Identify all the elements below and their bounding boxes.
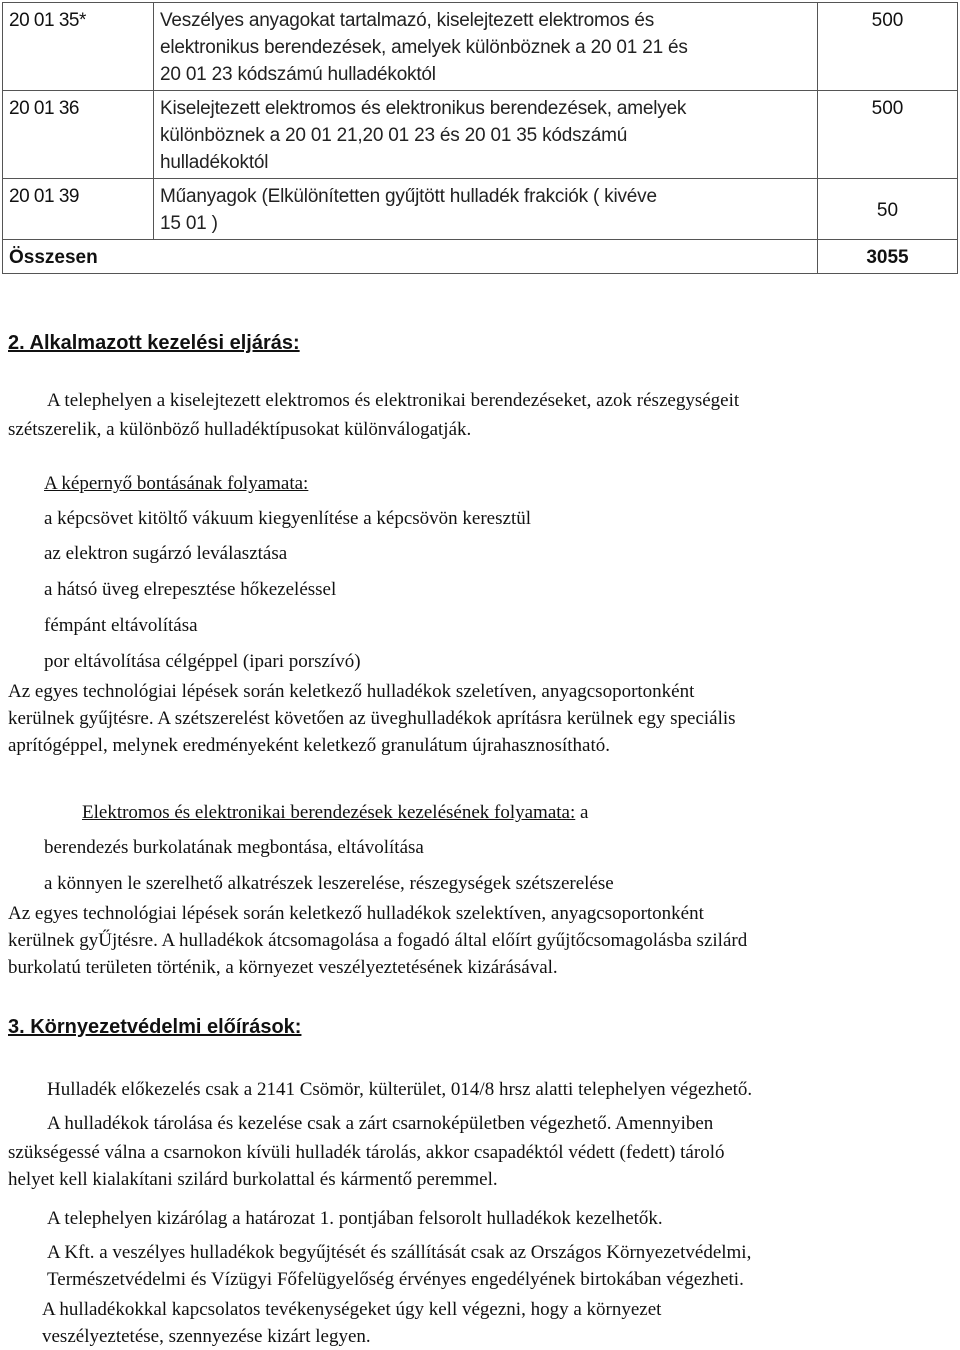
paragraph-line: Az egyes technológiai lépések során keletkező hulladékok szeletíven, anyagcsoportonként	[8, 681, 695, 702]
description-line: 20 01 23 kódszámú hulladékoktól	[160, 64, 436, 85]
paragraph-line: kerülnek gyűjtésre. A szétszerelést követően az üveghulladékok aprításra kerülnek egy speciális	[8, 708, 736, 729]
total-label: Összesen	[3, 240, 818, 274]
device-paragraph	[8, 900, 954, 981]
screen-step: por eltávolítása célgéppel (ipari porszívó)	[44, 651, 361, 672]
waste-description	[154, 3, 818, 91]
paragraph-line: helyet kell kialakítani szilárd burkolattal és kármentő peremmel.	[8, 1169, 498, 1190]
description-line: Veszélyes anyagokat tartalmazó, kiselejtezett elektromos és	[160, 10, 655, 31]
intro-line: szétszerelik, a különböző hulladéktípusokat különválogatják.	[8, 419, 472, 440]
description-line: Műanyagok (Elkülönítetten gyűjtött hulladék frakciók ( kivéve	[160, 186, 657, 207]
device-process-title-text: Elektromos és elektronikai berendezések kezelésének folyamata:	[82, 802, 576, 823]
rule-paragraph-continued	[8, 1139, 954, 1193]
table-row	[3, 91, 958, 179]
waste-quantity: 500	[818, 3, 958, 91]
screen-step: a hátsó üveg elrepesztése hőkezeléssel	[44, 579, 337, 600]
waste-code: 20 01 36	[3, 91, 154, 179]
paragraph-line: szükségessé válna a csarnokon kívüli hulladék tárolás, akkor csapadéktól védett (fedett) tároló	[8, 1142, 725, 1163]
paragraph-line: A hulladékokkal kapcsolatos tevékenységeket úgy kell végezni, hogy a környezet	[42, 1299, 662, 1320]
waste-code: 20 01 35*	[3, 3, 154, 91]
section-2-heading: 2. Alkalmazott kezelési eljárás:	[8, 332, 300, 354]
screen-process-title: A képernyő bontásának folyamata:	[44, 473, 309, 494]
total-value: 3055	[818, 240, 958, 274]
waste-description	[154, 91, 818, 179]
rule-paragraph	[47, 1110, 954, 1137]
device-process-title	[82, 799, 588, 826]
waste-code: 20 01 39	[3, 179, 154, 240]
waste-quantity: 50	[818, 179, 958, 240]
rule-paragraph: A telephelyen kizárólag a határozat 1. pontjában felsorolt hulladékok kezelhetők.	[47, 1208, 663, 1229]
rule-paragraph: Hulladék előkezelés csak a 2141 Csömör, külterület, 014/8 hrsz alatti telephelyen végezhető.	[47, 1079, 753, 1100]
waste-description	[154, 179, 818, 240]
table-row	[3, 179, 958, 240]
screen-paragraph	[8, 678, 954, 759]
paragraph-line: Az egyes technológiai lépések során keletkező hulladékok szelektíven, anyagcsoportonként	[8, 903, 704, 924]
waste-quantity: 500	[818, 91, 958, 179]
paragraph-line: A Kft. a veszélyes hulladékok begyűjtését és szállítását csak az Országos Környezetvédelmi,	[47, 1242, 752, 1263]
paragraph-line: aprítógéppel, melynek eredményeként keletkező granulátum újrahasznosítható.	[8, 735, 610, 756]
paragraph-line: burkolatú területen történik, a környezet veszélyeztetésének kizárásával.	[8, 957, 558, 978]
section-3-heading: 3. Környezetvédelmi előírások:	[8, 1016, 302, 1038]
screen-step: a képcsövet kitöltő vákuum kiegyenlítése a képcsövön keresztül	[44, 508, 531, 529]
description-line: elektronikus berendezések, amelyek különböznek a 20 01 21 és	[160, 37, 688, 58]
paragraph-line: veszélyeztetése, szennyezése kizárt legyen.	[42, 1326, 371, 1347]
device-process-title-suffix: a	[580, 802, 589, 823]
paragraph-line: kerülnek gyŰjtésre. A hulladékok átcsomagolása a fogadó által előírt gyűjtőcsomagolásba szilárd	[8, 930, 748, 951]
description-line: 15 01 )	[160, 213, 218, 234]
screen-step: az elektron sugárzó leválasztása	[44, 543, 288, 564]
device-step: a könnyen le szerelhető alkatrészek leszerelése, részegységek szétszerelése	[44, 873, 614, 894]
rule-paragraph	[42, 1296, 954, 1350]
waste-table	[2, 2, 958, 274]
intro-line: A telephelyen a kiselejtezett elektromos és elektronikai berendezéseket, azok részegységeit	[47, 390, 740, 411]
description-line: Kiselejtezett elektromos és elektronikus berendezések, amelyek	[160, 98, 687, 119]
table-total-row	[3, 240, 958, 274]
paragraph-line: Természetvédelmi és Vízügyi Főfelügyelőség érvényes engedélyének birtokában végezheti.	[47, 1269, 744, 1290]
paragraph-line: A hulladékok tárolása és kezelése csak a zárt csarnoképületben végezhető. Amennyiben	[47, 1113, 714, 1134]
screen-step: fémpánt eltávolítása	[44, 615, 198, 636]
table-row	[3, 3, 958, 91]
description-line: különböznek a 20 01 21,20 01 23 és 20 01 35 kódszámú	[160, 125, 628, 146]
rule-paragraph	[47, 1239, 954, 1293]
device-step: berendezés burkolatának megbontása, eltávolítása	[44, 837, 424, 858]
description-line: hulladékoktól	[160, 152, 269, 173]
